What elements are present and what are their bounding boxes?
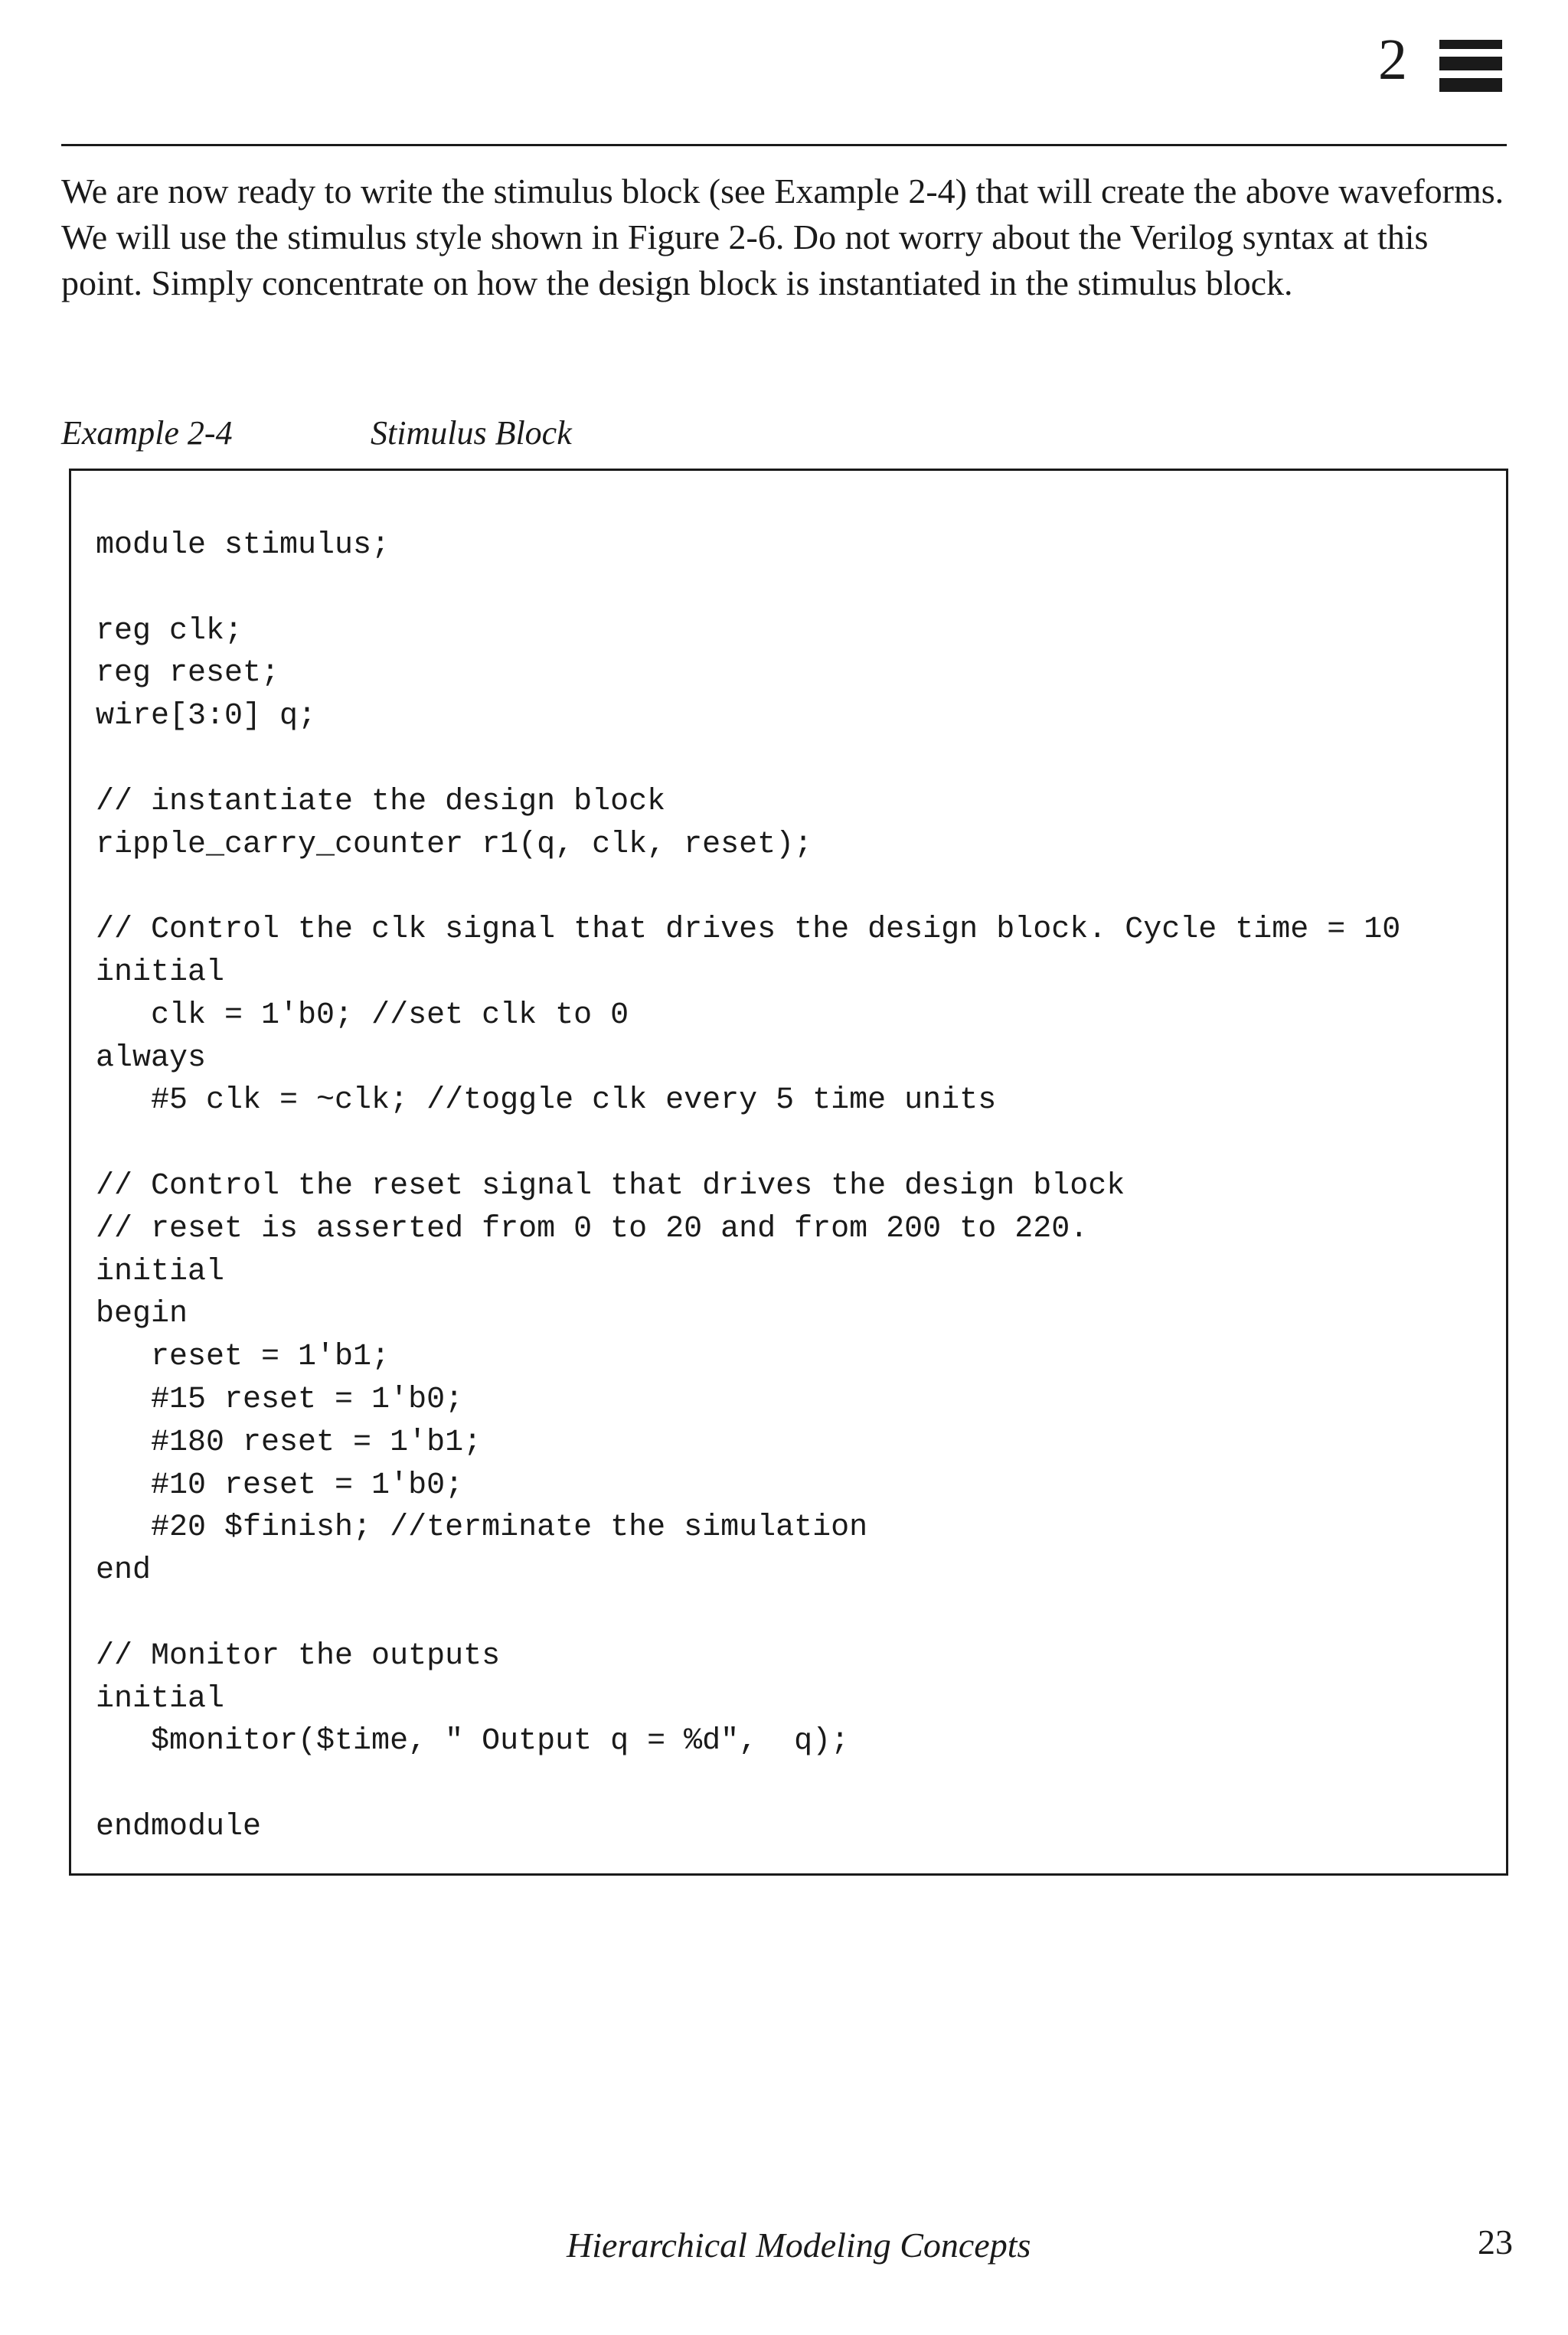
code-line bbox=[96, 567, 1400, 610]
code-listing-box bbox=[69, 469, 1508, 1876]
code-line bbox=[96, 1592, 1400, 1635]
code-line: initial bbox=[96, 1254, 225, 1289]
code-line: always bbox=[96, 1040, 207, 1076]
footer-chapter-title: Hierarchical Modeling Concepts bbox=[567, 2226, 1031, 2265]
header-rule bbox=[61, 144, 1507, 146]
code-line: #5 clk = ~clk; //toggle clk every 5 time units bbox=[96, 1083, 997, 1119]
code-line: // instantiate the design block bbox=[96, 784, 666, 819]
chapter-bar bbox=[1439, 78, 1502, 92]
page-number: 23 bbox=[1478, 2222, 1513, 2262]
code-line: ripple_carry_counter r1(q, clk, reset); bbox=[96, 827, 813, 862]
code-line: wire[3:0] q; bbox=[96, 699, 317, 734]
code-line: // Monitor the outputs bbox=[96, 1638, 501, 1674]
code-line: #180 reset = 1'b1; bbox=[96, 1425, 482, 1460]
code-line: module stimulus; bbox=[96, 528, 390, 563]
code-line: clk = 1'b0; //set clk to 0 bbox=[96, 998, 629, 1033]
code-line: reg clk; bbox=[96, 613, 243, 648]
code-line bbox=[96, 738, 1400, 781]
code-line: // Control the clk signal that drives the design block. Cycle time = 10 bbox=[96, 913, 1401, 948]
chapter-tab-bars bbox=[1439, 40, 1502, 100]
code-line: begin bbox=[96, 1297, 188, 1332]
code-line: initial bbox=[96, 955, 225, 990]
code-line: $monitor($time, " Output q = %d", q); bbox=[96, 1724, 850, 1759]
code-line: #15 reset = 1'b0; bbox=[96, 1382, 464, 1417]
code-line: initial bbox=[96, 1681, 225, 1716]
chapter-bar bbox=[1439, 57, 1502, 70]
code-listing bbox=[96, 524, 1400, 1849]
code-line bbox=[96, 1763, 1400, 1806]
code-line: // reset is asserted from 0 to 20 and from 200 to 220. bbox=[96, 1211, 1089, 1246]
code-line: end bbox=[96, 1553, 152, 1589]
code-line bbox=[96, 866, 1400, 909]
code-line: reg reset; bbox=[96, 656, 280, 691]
example-caption bbox=[61, 413, 572, 452]
code-line bbox=[96, 1122, 1400, 1165]
chapter-number: 2 bbox=[1378, 28, 1407, 92]
code-line: #20 $finish; //terminate the simulation bbox=[96, 1510, 868, 1546]
chapter-bar bbox=[1439, 40, 1502, 49]
code-line: reset = 1'b1; bbox=[96, 1340, 390, 1375]
code-line: #10 reset = 1'b0; bbox=[96, 1468, 464, 1503]
example-label: Example 2-4 bbox=[61, 414, 233, 452]
intro-paragraph: We are now ready to write the stimulus block (see Example 2-4) that will create the above waveforms. We will use the stimulus style shown in Figure 2-6. Do not worry about the Verilog syntax at this point. Simply concentrate on how the design block is instantiated in the stimulus block. bbox=[61, 171, 1504, 302]
code-line: // Control the reset signal that drives the design block bbox=[96, 1168, 1125, 1203]
example-title: Stimulus Block bbox=[371, 414, 572, 452]
code-line: endmodule bbox=[96, 1809, 262, 1844]
